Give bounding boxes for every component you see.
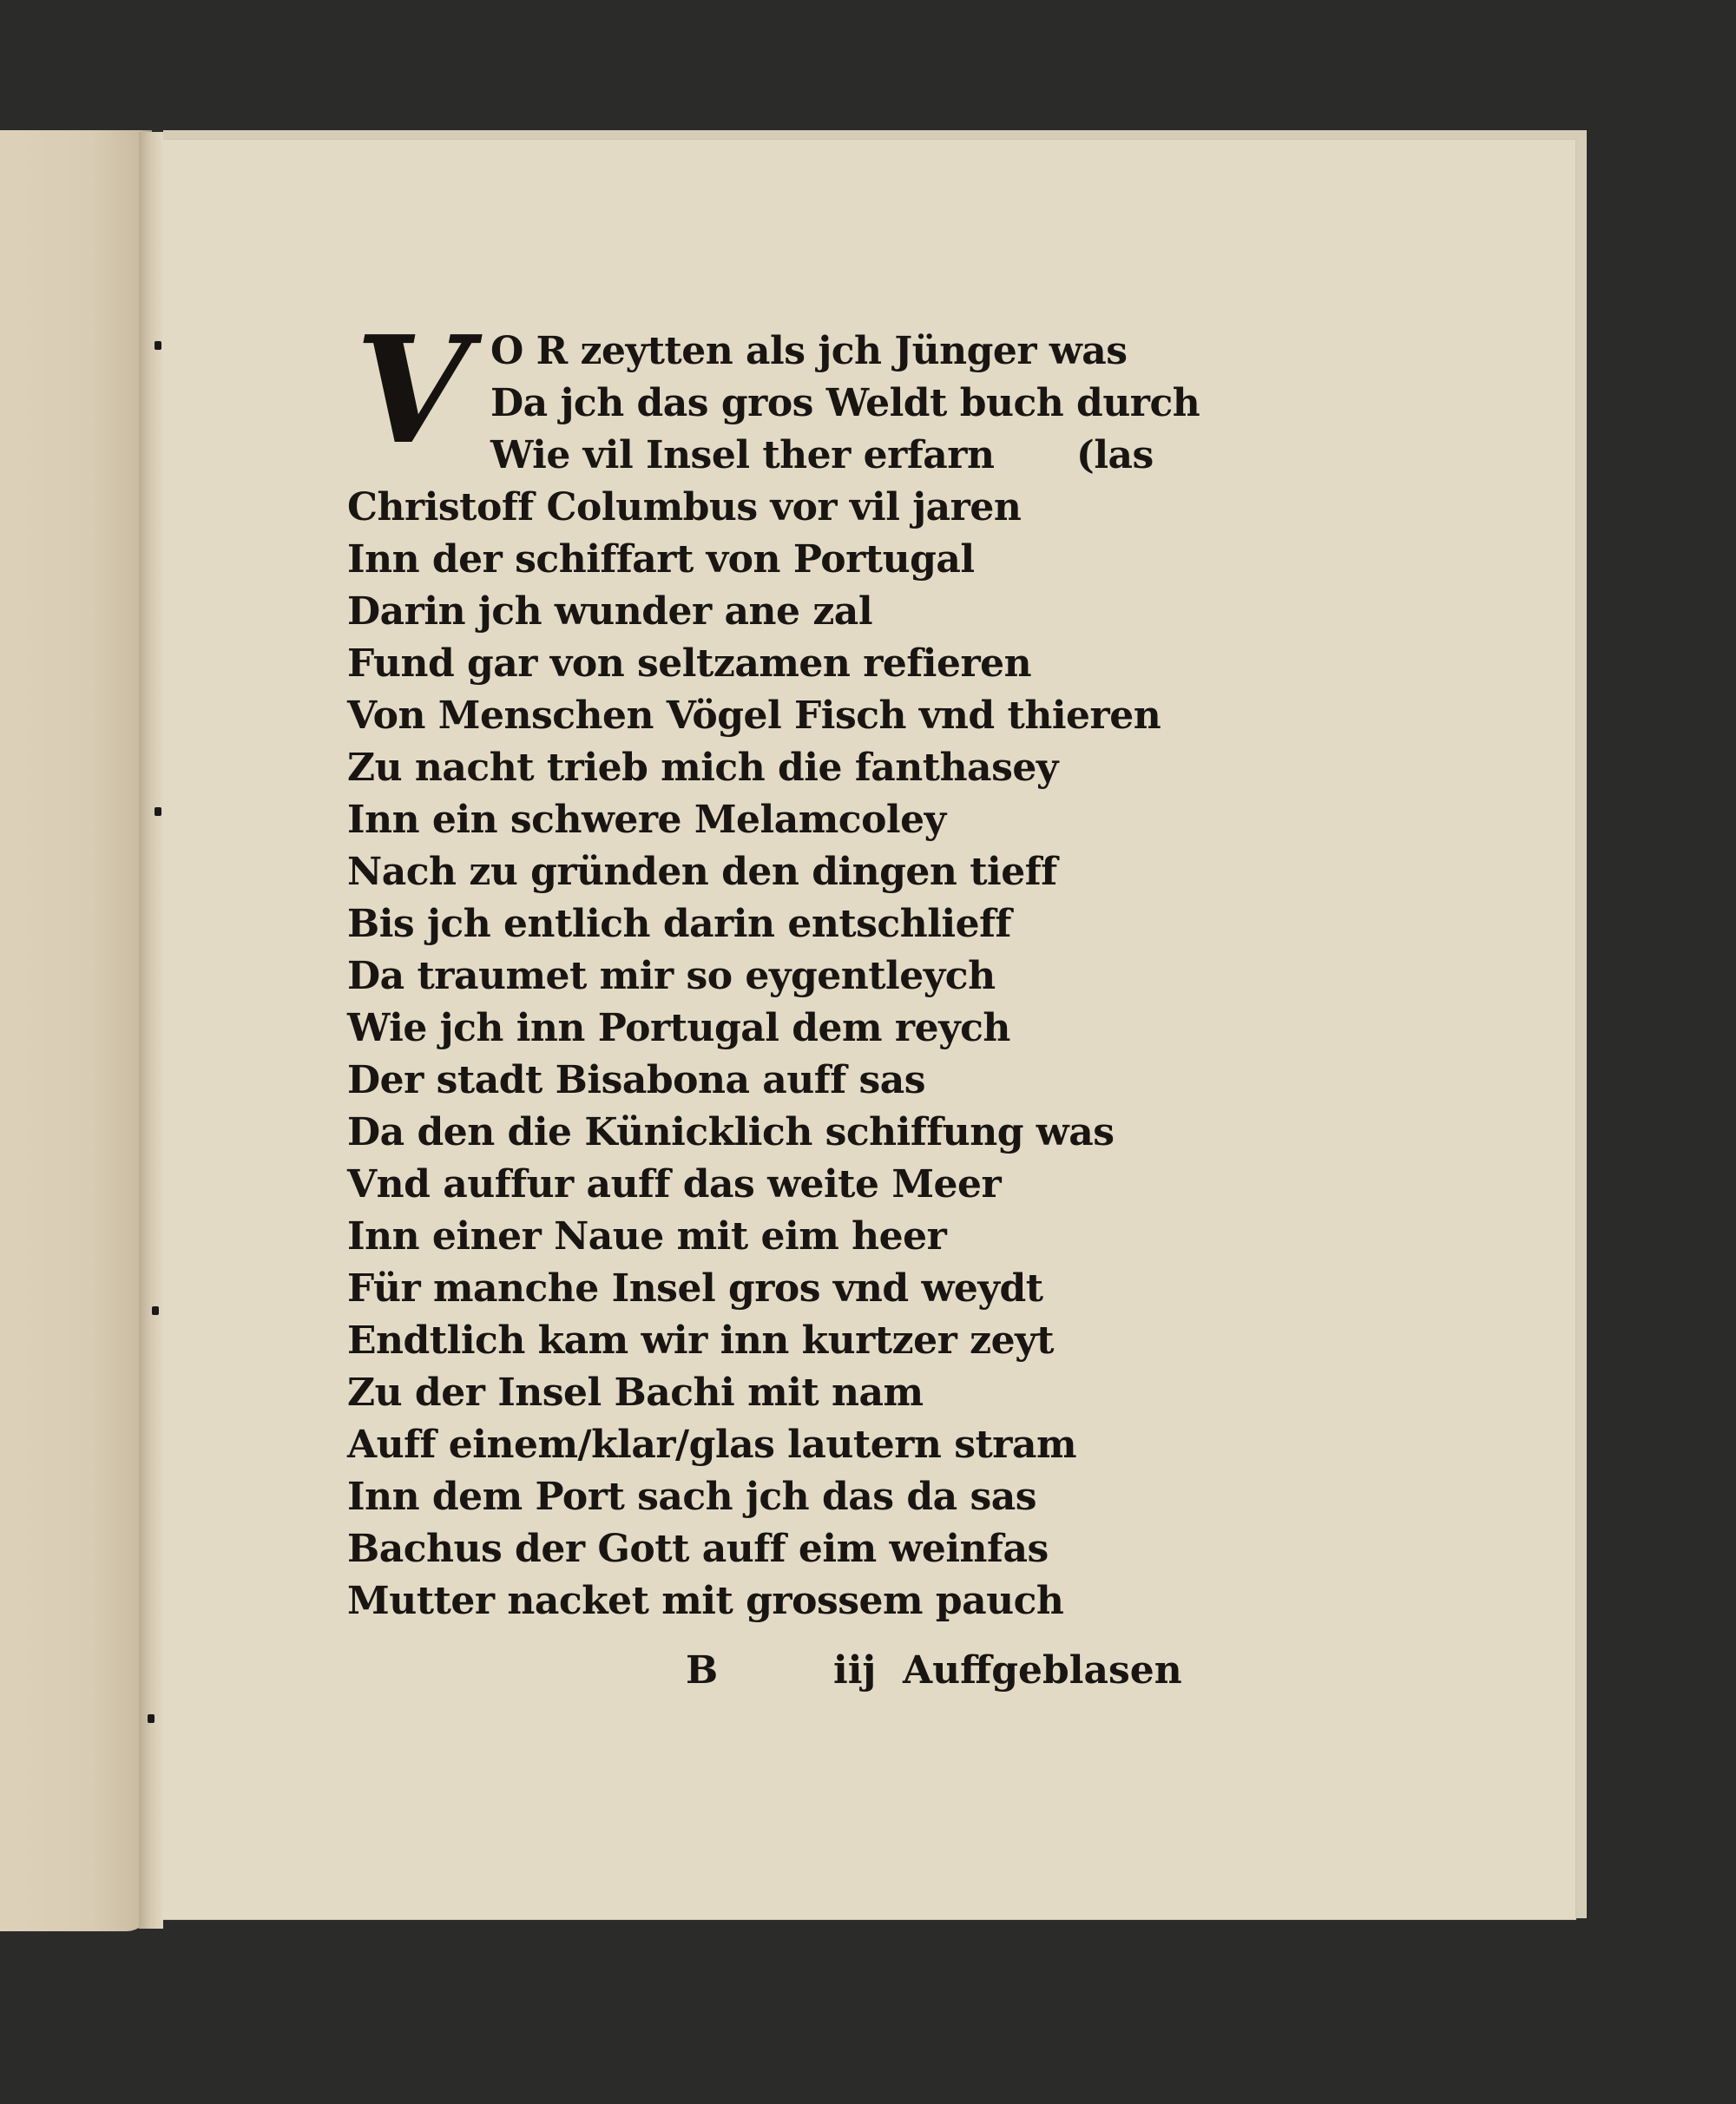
verse-text	[347, 304, 1215, 1627]
verse-line: Der stadt Bisabona auff sas	[347, 1058, 926, 1102]
signature-mark: B	[686, 1648, 719, 1693]
verse-line: Bachus der Gott auff eim weinfas	[347, 1527, 1049, 1571]
verse-line: O R zeytten als jch Jünger was	[490, 329, 1128, 373]
verse-line: Da jch das gros Weldt buch durch	[490, 381, 1200, 425]
left-page	[0, 130, 152, 1931]
verse-line: Wie jch inn Portugal dem reych	[347, 1006, 1010, 1050]
verse-line: Fund gar von seltzamen refieren	[347, 641, 1032, 686]
binding-stitch-1	[155, 341, 161, 350]
verse-line: Inn dem Port sach jch das da sas	[347, 1475, 1037, 1519]
verse-line: Nach zu gründen den dingen tieff	[347, 850, 1057, 894]
binding-stitch-4	[148, 1714, 155, 1723]
verse-line: Wie vil Insel ther erfarn	[490, 433, 995, 477]
verse-line: Auff einem/klar/glas lautern stram	[347, 1423, 1077, 1467]
catchword: Auffgeblasen	[903, 1648, 1182, 1693]
decorated-initial: V	[355, 304, 470, 477]
verse-line: Von Menschen Vögel Fisch vnd thieren	[347, 694, 1161, 738]
binding-stitch-3	[152, 1306, 159, 1315]
verse-line: Bis jch entlich darin entschlieff	[347, 902, 1011, 946]
verse-line: Vnd auffur auff das weite Meer	[347, 1162, 1002, 1207]
verse-line: Da traumet mir so eygentleych	[347, 954, 996, 998]
verse-line: Zu der Insel Bachi mit nam	[347, 1371, 924, 1415]
verse-line: Zu nacht trieb mich die fanthasey	[347, 746, 1058, 790]
signature-number: iij	[833, 1648, 877, 1693]
verse-line: Darin jch wunder ane zal	[347, 589, 873, 634]
page-footer	[347, 1645, 1215, 1706]
verse-line: Da den die Künicklich schiffung was	[347, 1110, 1115, 1154]
book-gutter	[139, 132, 163, 1929]
verse-overflow-word: (las	[1076, 433, 1154, 477]
verse-line: Inn ein schwere Melamcoley	[347, 798, 946, 842]
verse-line: Christoff Columbus vor vil jaren	[347, 485, 1022, 529]
verse-line: Endtlich kam wir inn kurtzer zeyt	[347, 1318, 1054, 1363]
verse-line: Inn der schiffart von Portugal	[347, 537, 975, 582]
verse-line: Für manche Insel gros vnd weydt	[347, 1266, 1043, 1311]
verse-line: Inn einer Naue mit eim heer	[347, 1214, 947, 1259]
verse-line: Mutter nacket mit grossem pauch	[347, 1579, 1064, 1623]
binding-stitch-2	[155, 807, 161, 816]
